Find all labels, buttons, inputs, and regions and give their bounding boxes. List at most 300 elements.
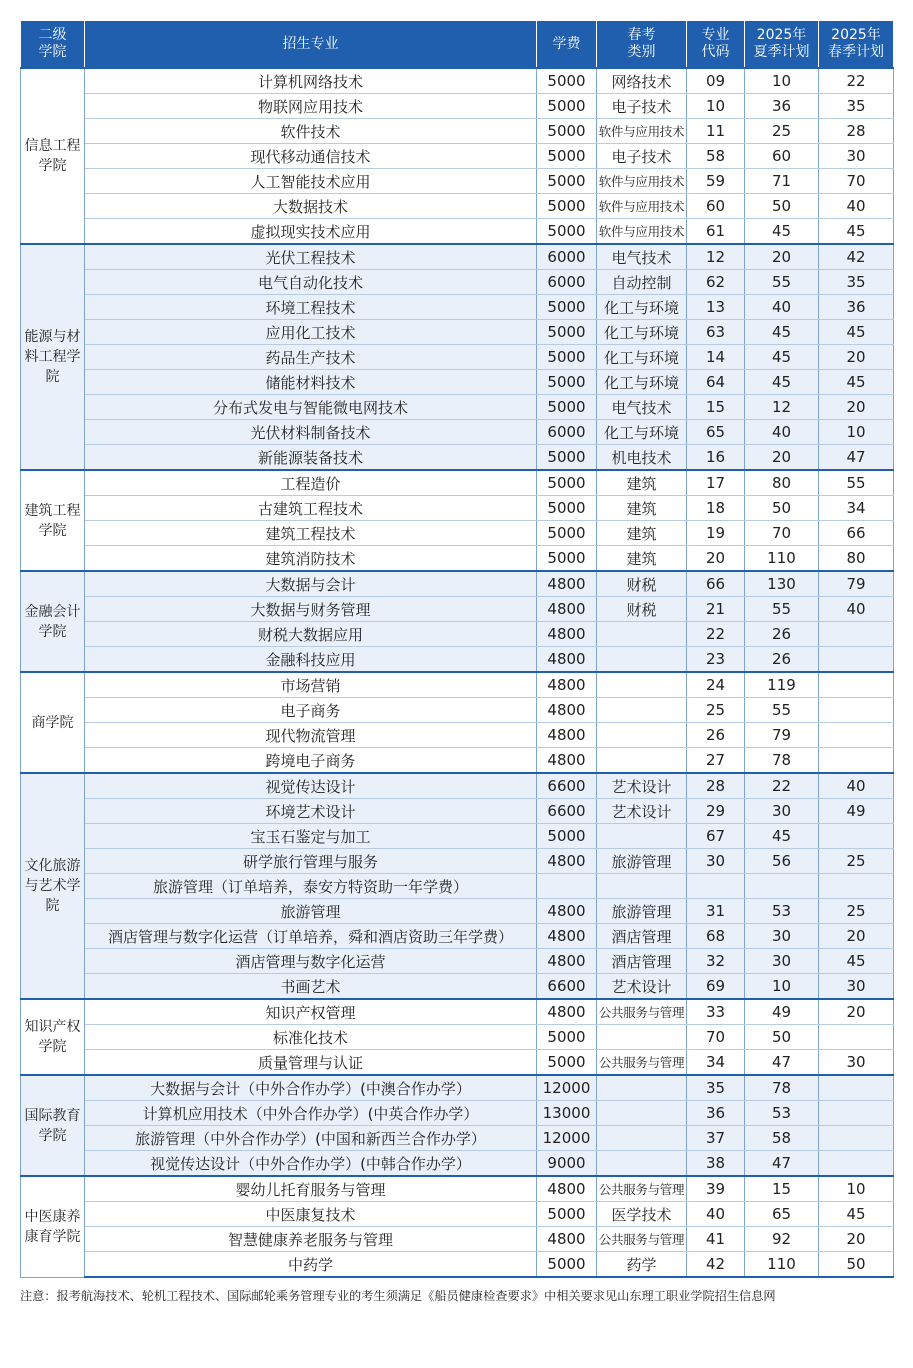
table-row xyxy=(21,320,894,345)
code-cell: 70 xyxy=(687,1025,745,1050)
spring-plan-cell: 36 xyxy=(819,295,894,320)
spring-plan-cell: 45 xyxy=(819,1202,894,1227)
summer-plan-cell: 45 xyxy=(745,345,819,370)
college-cell: 知识产权学院 xyxy=(21,999,85,1075)
category-cell xyxy=(597,824,687,849)
category-cell: 化工与环境 xyxy=(597,420,687,445)
category-cell: 艺术设计 xyxy=(597,799,687,824)
major-cell: 跨境电子商务 xyxy=(85,748,537,774)
category-cell: 电气技术 xyxy=(597,395,687,420)
fee-cell: 5000 xyxy=(537,94,597,119)
fee-cell: 4800 xyxy=(537,672,597,698)
table-row xyxy=(21,119,894,144)
fee-cell: 5000 xyxy=(537,824,597,849)
spring-plan-cell xyxy=(819,698,894,723)
major-cell: 分布式发电与智能微电网技术 xyxy=(85,395,537,420)
fee-cell: 5000 xyxy=(537,295,597,320)
major-cell: 市场营销 xyxy=(85,672,537,698)
major-cell: 大数据与财务管理 xyxy=(85,597,537,622)
category-cell: 建筑 xyxy=(597,546,687,572)
code-cell: 60 xyxy=(687,194,745,219)
code-cell: 11 xyxy=(687,119,745,144)
college-cell: 建筑工程学院 xyxy=(21,470,85,571)
table-row xyxy=(21,420,894,445)
code-cell: 39 xyxy=(687,1176,745,1202)
fee-cell: 5000 xyxy=(537,445,597,471)
category-cell: 网络技术 xyxy=(597,68,687,94)
fee-cell: 5000 xyxy=(537,68,597,94)
college-cell: 国际教育学院 xyxy=(21,1075,85,1176)
code-cell: 37 xyxy=(687,1126,745,1151)
summer-plan-cell: 60 xyxy=(745,144,819,169)
table-row xyxy=(21,68,894,94)
major-cell: 智慧健康养老服务与管理 xyxy=(85,1227,537,1252)
major-cell: 酒店管理与数字化运营（订单培养，舜和酒店资助三年学费） xyxy=(85,924,537,949)
category-cell xyxy=(597,647,687,673)
category-cell xyxy=(597,748,687,774)
spring-plan-cell: 30 xyxy=(819,144,894,169)
spring-plan-cell: 45 xyxy=(819,370,894,395)
summer-plan-cell: 50 xyxy=(745,1025,819,1050)
fee-cell: 4800 xyxy=(537,924,597,949)
category-cell: 公共服务与管理 xyxy=(597,1050,687,1076)
fee-cell: 4800 xyxy=(537,899,597,924)
fee-cell: 5000 xyxy=(537,345,597,370)
summer-plan-cell: 30 xyxy=(745,949,819,974)
college-cell: 中医康养康育学院 xyxy=(21,1176,85,1277)
table-row xyxy=(21,698,894,723)
category-cell: 酒店管理 xyxy=(597,924,687,949)
summer-plan-cell: 20 xyxy=(745,445,819,471)
major-cell: 电气自动化技术 xyxy=(85,270,537,295)
code-cell: 21 xyxy=(687,597,745,622)
summer-plan-cell: 70 xyxy=(745,521,819,546)
header-code: 专业 代码 xyxy=(687,21,745,69)
table-row xyxy=(21,395,894,420)
category-cell: 公共服务与管理 xyxy=(597,1227,687,1252)
major-cell: 书画艺术 xyxy=(85,974,537,1000)
summer-plan-cell: 80 xyxy=(745,470,819,496)
category-cell: 旅游管理 xyxy=(597,849,687,874)
college-cell: 金融会计学院 xyxy=(21,571,85,672)
major-cell: 现代物流管理 xyxy=(85,723,537,748)
header-summer-plan: 2025年 夏季计划 xyxy=(745,21,819,69)
table-row xyxy=(21,295,894,320)
college-cell: 文化旅游与艺术学院 xyxy=(21,773,85,999)
code-cell: 68 xyxy=(687,924,745,949)
code-cell: 33 xyxy=(687,999,745,1025)
table-row xyxy=(21,748,894,774)
table-row xyxy=(21,1151,894,1177)
category-cell: 财税 xyxy=(597,571,687,597)
fee-cell: 5000 xyxy=(537,370,597,395)
table-row xyxy=(21,1025,894,1050)
summer-plan-cell: 10 xyxy=(745,974,819,1000)
fee-cell: 12000 xyxy=(537,1075,597,1101)
fee-cell: 5000 xyxy=(537,194,597,219)
category-cell xyxy=(597,1126,687,1151)
summer-plan-cell: 65 xyxy=(745,1202,819,1227)
major-cell: 计算机应用技术（中外合作办学）(中英合作办学） xyxy=(85,1101,537,1126)
header-major: 招生专业 xyxy=(85,21,537,69)
spring-plan-cell xyxy=(819,1126,894,1151)
spring-plan-cell: 50 xyxy=(819,1252,894,1278)
summer-plan-cell: 40 xyxy=(745,420,819,445)
code-cell xyxy=(687,874,745,899)
spring-plan-cell: 35 xyxy=(819,270,894,295)
spring-plan-cell: 20 xyxy=(819,999,894,1025)
table-row xyxy=(21,1126,894,1151)
fee-cell: 4800 xyxy=(537,1176,597,1202)
enrollment-table-container xyxy=(20,20,893,1278)
table-row xyxy=(21,899,894,924)
table-row xyxy=(21,94,894,119)
summer-plan-cell: 49 xyxy=(745,999,819,1025)
major-cell: 研学旅行管理与服务 xyxy=(85,849,537,874)
summer-plan-cell: 58 xyxy=(745,1126,819,1151)
major-cell: 现代移动通信技术 xyxy=(85,144,537,169)
category-cell xyxy=(597,622,687,647)
category-cell: 旅游管理 xyxy=(597,899,687,924)
spring-plan-cell: 22 xyxy=(819,68,894,94)
spring-plan-cell xyxy=(819,622,894,647)
table-row xyxy=(21,799,894,824)
major-cell: 环境工程技术 xyxy=(85,295,537,320)
summer-plan-cell: 50 xyxy=(745,194,819,219)
code-cell: 22 xyxy=(687,622,745,647)
spring-plan-cell: 25 xyxy=(819,849,894,874)
category-cell: 酒店管理 xyxy=(597,949,687,974)
summer-plan-cell: 26 xyxy=(745,647,819,673)
fee-cell: 4800 xyxy=(537,647,597,673)
table-row xyxy=(21,723,894,748)
summer-plan-cell: 53 xyxy=(745,899,819,924)
summer-plan-cell: 78 xyxy=(745,748,819,774)
category-cell xyxy=(597,1075,687,1101)
fee-cell: 4800 xyxy=(537,999,597,1025)
major-cell: 人工智能技术应用 xyxy=(85,169,537,194)
spring-plan-cell: 30 xyxy=(819,1050,894,1076)
code-cell: 40 xyxy=(687,1202,745,1227)
code-cell: 34 xyxy=(687,1050,745,1076)
code-cell: 09 xyxy=(687,68,745,94)
table-row xyxy=(21,974,894,1000)
table-row xyxy=(21,470,894,496)
fee-cell: 4800 xyxy=(537,849,597,874)
code-cell: 27 xyxy=(687,748,745,774)
code-cell: 10 xyxy=(687,94,745,119)
table-row xyxy=(21,1252,894,1278)
major-cell: 婴幼儿托育服务与管理 xyxy=(85,1176,537,1202)
code-cell: 26 xyxy=(687,723,745,748)
summer-plan-cell: 20 xyxy=(745,244,819,270)
summer-plan-cell: 15 xyxy=(745,1176,819,1202)
fee-cell: 5000 xyxy=(537,119,597,144)
major-cell: 中药学 xyxy=(85,1252,537,1278)
category-cell: 机电技术 xyxy=(597,445,687,471)
fee-cell xyxy=(537,874,597,899)
summer-plan-cell xyxy=(745,874,819,899)
table-row xyxy=(21,521,894,546)
fee-cell: 5000 xyxy=(537,1252,597,1278)
table-row xyxy=(21,546,894,572)
fee-cell: 4800 xyxy=(537,723,597,748)
spring-plan-cell xyxy=(819,1075,894,1101)
fee-cell: 5000 xyxy=(537,395,597,420)
spring-plan-cell: 35 xyxy=(819,94,894,119)
fee-cell: 5000 xyxy=(537,1050,597,1076)
summer-plan-cell: 30 xyxy=(745,799,819,824)
code-cell: 17 xyxy=(687,470,745,496)
fee-cell: 6600 xyxy=(537,974,597,1000)
summer-plan-cell: 110 xyxy=(745,546,819,572)
major-cell: 光伏材料制备技术 xyxy=(85,420,537,445)
fee-cell: 6000 xyxy=(537,270,597,295)
spring-plan-cell: 47 xyxy=(819,445,894,471)
table-row xyxy=(21,647,894,673)
major-cell: 储能材料技术 xyxy=(85,370,537,395)
code-cell: 58 xyxy=(687,144,745,169)
code-cell: 12 xyxy=(687,244,745,270)
major-cell: 工程造价 xyxy=(85,470,537,496)
spring-plan-cell: 45 xyxy=(819,320,894,345)
summer-plan-cell: 22 xyxy=(745,773,819,799)
table-row xyxy=(21,1101,894,1126)
major-cell: 大数据技术 xyxy=(85,194,537,219)
summer-plan-cell: 79 xyxy=(745,723,819,748)
spring-plan-cell: 66 xyxy=(819,521,894,546)
table-row xyxy=(21,370,894,395)
summer-plan-cell: 45 xyxy=(745,320,819,345)
code-cell: 38 xyxy=(687,1151,745,1177)
spring-plan-cell xyxy=(819,748,894,774)
fee-cell: 4800 xyxy=(537,1227,597,1252)
category-cell: 软件与应用技术 xyxy=(597,119,687,144)
spring-plan-cell: 40 xyxy=(819,194,894,219)
spring-plan-cell xyxy=(819,824,894,849)
category-cell xyxy=(597,672,687,698)
spring-plan-cell: 20 xyxy=(819,924,894,949)
table-row xyxy=(21,270,894,295)
spring-plan-cell: 80 xyxy=(819,546,894,572)
summer-plan-cell: 10 xyxy=(745,68,819,94)
category-cell: 电子技术 xyxy=(597,94,687,119)
table-row xyxy=(21,874,894,899)
table-row xyxy=(21,999,894,1025)
major-cell: 视觉传达设计 xyxy=(85,773,537,799)
code-cell: 61 xyxy=(687,219,745,245)
spring-plan-cell xyxy=(819,874,894,899)
fee-cell: 9000 xyxy=(537,1151,597,1177)
major-cell: 古建筑工程技术 xyxy=(85,496,537,521)
enrollment-plan-table xyxy=(20,20,894,1278)
college-cell: 商学院 xyxy=(21,672,85,773)
code-cell: 29 xyxy=(687,799,745,824)
spring-plan-cell: 10 xyxy=(819,420,894,445)
code-cell: 35 xyxy=(687,1075,745,1101)
spring-plan-cell: 55 xyxy=(819,470,894,496)
category-cell xyxy=(597,698,687,723)
footnote: 注意：报考航海技术、轮机工程技术、国际邮轮乘务管理专业的考生须满足《船员健康检查要求》中相关要求见山东理工职业学院招生信息网 xyxy=(20,1289,776,1303)
category-cell: 化工与环境 xyxy=(597,295,687,320)
fee-cell: 5000 xyxy=(537,219,597,245)
summer-plan-cell: 130 xyxy=(745,571,819,597)
spring-plan-cell: 20 xyxy=(819,395,894,420)
table-row xyxy=(21,571,894,597)
table-row xyxy=(21,1050,894,1076)
code-cell: 42 xyxy=(687,1252,745,1278)
major-cell: 建筑消防技术 xyxy=(85,546,537,572)
spring-plan-cell xyxy=(819,723,894,748)
category-cell: 建筑 xyxy=(597,470,687,496)
spring-plan-cell: 25 xyxy=(819,899,894,924)
category-cell xyxy=(597,1025,687,1050)
summer-plan-cell: 26 xyxy=(745,622,819,647)
major-cell: 大数据与会计 xyxy=(85,571,537,597)
spring-plan-cell: 28 xyxy=(819,119,894,144)
spring-plan-cell xyxy=(819,1151,894,1177)
table-body xyxy=(21,68,894,1277)
spring-plan-cell: 20 xyxy=(819,1227,894,1252)
table-row xyxy=(21,219,894,245)
category-cell: 自动控制 xyxy=(597,270,687,295)
code-cell: 41 xyxy=(687,1227,745,1252)
category-cell: 财税 xyxy=(597,597,687,622)
category-cell: 化工与环境 xyxy=(597,320,687,345)
major-cell: 酒店管理与数字化运营 xyxy=(85,949,537,974)
major-cell: 知识产权管理 xyxy=(85,999,537,1025)
table-row xyxy=(21,924,894,949)
summer-plan-cell: 36 xyxy=(745,94,819,119)
code-cell: 16 xyxy=(687,445,745,471)
major-cell: 旅游管理（中外合作办学）(中国和新西兰合作办学） xyxy=(85,1126,537,1151)
fee-cell: 6600 xyxy=(537,799,597,824)
major-cell: 宝玉石鉴定与加工 xyxy=(85,824,537,849)
table-row xyxy=(21,244,894,270)
major-cell: 视觉传达设计（中外合作办学）(中韩合作办学） xyxy=(85,1151,537,1177)
fee-cell: 5000 xyxy=(537,1025,597,1050)
summer-plan-cell: 50 xyxy=(745,496,819,521)
header-spring-plan: 2025年 春季计划 xyxy=(819,21,894,69)
major-cell: 标准化技术 xyxy=(85,1025,537,1050)
major-cell: 软件技术 xyxy=(85,119,537,144)
college-cell: 能源与材料工程学院 xyxy=(21,244,85,470)
code-cell: 63 xyxy=(687,320,745,345)
category-cell xyxy=(597,1151,687,1177)
fee-cell: 4800 xyxy=(537,571,597,597)
major-cell: 计算机网络技术 xyxy=(85,68,537,94)
table-row xyxy=(21,1227,894,1252)
major-cell: 应用化工技术 xyxy=(85,320,537,345)
code-cell: 24 xyxy=(687,672,745,698)
fee-cell: 5000 xyxy=(537,496,597,521)
code-cell: 36 xyxy=(687,1101,745,1126)
category-cell: 化工与环境 xyxy=(597,370,687,395)
fee-cell: 5000 xyxy=(537,521,597,546)
spring-plan-cell: 40 xyxy=(819,597,894,622)
table-row xyxy=(21,824,894,849)
table-row xyxy=(21,194,894,219)
summer-plan-cell: 56 xyxy=(745,849,819,874)
table-row xyxy=(21,622,894,647)
summer-plan-cell: 55 xyxy=(745,270,819,295)
spring-plan-cell: 49 xyxy=(819,799,894,824)
major-cell: 旅游管理 xyxy=(85,899,537,924)
spring-plan-cell: 70 xyxy=(819,169,894,194)
category-cell: 药学 xyxy=(597,1252,687,1278)
spring-plan-cell: 79 xyxy=(819,571,894,597)
major-cell: 金融科技应用 xyxy=(85,647,537,673)
spring-plan-cell: 30 xyxy=(819,974,894,1000)
fee-cell: 4800 xyxy=(537,622,597,647)
code-cell: 20 xyxy=(687,546,745,572)
code-cell: 19 xyxy=(687,521,745,546)
major-cell: 中医康复技术 xyxy=(85,1202,537,1227)
summer-plan-cell: 71 xyxy=(745,169,819,194)
major-cell: 新能源装备技术 xyxy=(85,445,537,471)
fee-cell: 13000 xyxy=(537,1101,597,1126)
summer-plan-cell: 45 xyxy=(745,370,819,395)
table-row xyxy=(21,169,894,194)
table-header xyxy=(21,21,894,69)
fee-cell: 4800 xyxy=(537,949,597,974)
table-row xyxy=(21,1202,894,1227)
major-cell: 药品生产技术 xyxy=(85,345,537,370)
spring-plan-cell: 34 xyxy=(819,496,894,521)
summer-plan-cell: 92 xyxy=(745,1227,819,1252)
spring-plan-cell: 45 xyxy=(819,219,894,245)
major-cell: 财税大数据应用 xyxy=(85,622,537,647)
table-row xyxy=(21,672,894,698)
fee-cell: 6000 xyxy=(537,420,597,445)
fee-cell: 5000 xyxy=(537,1202,597,1227)
fee-cell: 6600 xyxy=(537,773,597,799)
code-cell: 62 xyxy=(687,270,745,295)
fee-cell: 4800 xyxy=(537,597,597,622)
category-cell: 公共服务与管理 xyxy=(597,1176,687,1202)
major-cell: 电子商务 xyxy=(85,698,537,723)
header-college: 二级 学院 xyxy=(21,21,85,69)
table-row xyxy=(21,949,894,974)
spring-plan-cell: 40 xyxy=(819,773,894,799)
code-cell: 66 xyxy=(687,571,745,597)
major-cell: 环境艺术设计 xyxy=(85,799,537,824)
category-cell: 化工与环境 xyxy=(597,345,687,370)
table-row xyxy=(21,597,894,622)
category-cell xyxy=(597,1101,687,1126)
table-row xyxy=(21,144,894,169)
summer-plan-cell: 25 xyxy=(745,119,819,144)
spring-plan-cell: 45 xyxy=(819,949,894,974)
summer-plan-cell: 12 xyxy=(745,395,819,420)
category-cell: 软件与应用技术 xyxy=(597,219,687,245)
fee-cell: 4800 xyxy=(537,698,597,723)
code-cell: 67 xyxy=(687,824,745,849)
summer-plan-cell: 110 xyxy=(745,1252,819,1278)
code-cell: 32 xyxy=(687,949,745,974)
summer-plan-cell: 55 xyxy=(745,698,819,723)
table-row xyxy=(21,445,894,471)
spring-plan-cell: 10 xyxy=(819,1176,894,1202)
header-fee: 学费 xyxy=(537,21,597,69)
code-cell: 59 xyxy=(687,169,745,194)
summer-plan-cell: 53 xyxy=(745,1101,819,1126)
major-cell: 大数据与会计（中外合作办学）(中澳合作办学） xyxy=(85,1075,537,1101)
category-cell: 电子技术 xyxy=(597,144,687,169)
category-cell: 医学技术 xyxy=(597,1202,687,1227)
code-cell: 69 xyxy=(687,974,745,1000)
table-row xyxy=(21,496,894,521)
